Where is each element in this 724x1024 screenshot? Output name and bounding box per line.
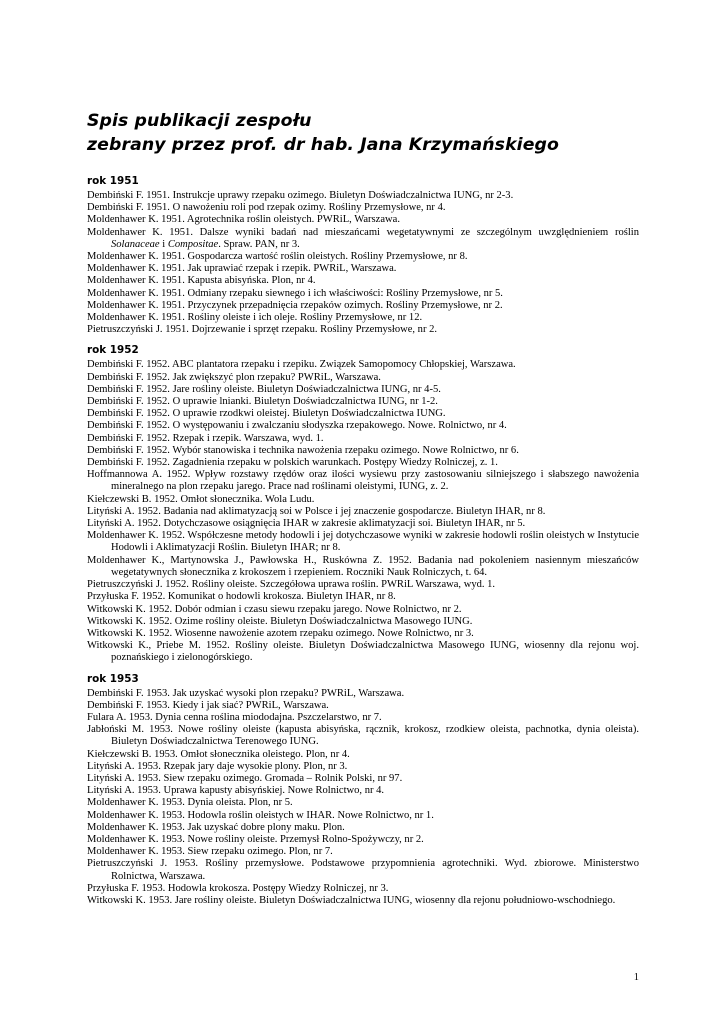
- title-line-2: zebrany przez prof. dr hab. Jana Krzymańskiego: [87, 135, 559, 155]
- publication-entry: Moldenhawer K. 1951. Agrotechnika roślin oleistych. PWRiL, Warszawa.: [87, 214, 400, 226]
- year-heading: rok 1953: [87, 672, 139, 685]
- publication-entry: Witkowski K. 1952. Ozime rośliny oleiste. Biuletyn Doświadczalnictwa Masowego IUNG.: [87, 615, 473, 627]
- publication-entry: Dembiński F. 1952. Jare rośliny oleiste. Biuletyn Doświadczalnictwa IUNG, nr 4-5.: [87, 383, 441, 395]
- publication-entry: Kiełczewski B. 1953. Omłot słonecznika oleistego. Plon, nr 4.: [87, 748, 350, 760]
- publication-entry: Fulara A. 1953. Dynia cenna roślina miododajna. Pszczelarstwo, nr 7.: [87, 711, 382, 723]
- publication-entry: Lityński A. 1952. Dotychczasowe osiągnięcia IHAR w zakresie aklimatyzacji soi. Biuletyn IHAR, nr 5.: [87, 518, 526, 530]
- year-heading: rok 1952: [87, 344, 139, 357]
- year-heading: rok 1951: [87, 175, 139, 187]
- publication-entry: Dembiński F. 1952. O uprawie lnianki. Biuletyn Doświadczalnictwa IUNG, nr 1-2.: [87, 396, 438, 408]
- publication-entry: Witkowski K. 1952. Wiosenne nawożenie azotem rzepaku ozimego. Nowe Rolnictwo, nr 3.: [87, 627, 474, 639]
- publication-entry: Moldenhawer K. 1951. Gospodarcza wartość roślin oleistych. Rośliny Przemysłowe, nr 8.: [87, 251, 468, 263]
- publication-entry: Witkowski K. 1953. Jare rośliny oleiste. Biuletyn Doświadczalnictwa IUNG, wiosenny dla rejonu południowo-wschodniego.: [87, 894, 616, 906]
- publication-entry: Witkowski K., Priebe M. 1952. Rośliny oleiste. Biuletyn Doświadczalnictwa Masowego IUNG, wiosenny dla rejonu woj. poznańskiego i zielonogórskiego.: [87, 640, 639, 664]
- publication-entry: Dembiński F. 1952. Wybór stanowiska i technika nawożenia rzepaku ozimego. Nowe Rolnictwo, nr 6.: [87, 444, 519, 456]
- publication-list: [87, 172, 639, 907]
- publication-entry: Dembiński F. 1952. Zagadnienia rzepaku w polskich warunkach. Postępy Wiedzy Rolniczej, z. 1.: [87, 457, 498, 469]
- publication-entry: Lityński A. 1953. Rzepak jary daje wysokie plony. Plon, nr 3.: [87, 760, 348, 772]
- publication-entry: Witkowski K. 1952. Dobór odmian i czasu siewu rzepaku jarego. Nowe Rolnictwo, nr 2.: [87, 603, 462, 615]
- publication-entry: Moldenhawer K. 1951. Rośliny oleiste i ich oleje. Rośliny Przemysłowe, nr 12.: [87, 312, 423, 324]
- publication-entry: Dembiński F. 1953. Kiedy i jak siać? PWRiL, Warszawa.: [87, 699, 329, 711]
- italic-term: Compositae: [167, 238, 219, 250]
- publication-entry: Moldenhawer K. 1951. Jak uprawiać rzepak i rzepik. PWRiL, Warszawa.: [87, 263, 397, 275]
- publication-entry: Jabłoński M. 1953. Nowe rośliny oleiste (kapusta abisyńska, rącznik, krokosz, rzodkiew oleista, pachnotka, dynia oleista). Biuletyn Doświadczalnictwa Terenowego IUNG.: [87, 724, 639, 748]
- publication-entry: Pietruszczyński J. 1953. Rośliny przemysłowe. Podstawowe przypomnienia agrotechniki. Wyd. zbiorowe. Ministerstwo Rolnictwa, Warszawa.: [87, 858, 639, 882]
- publication-entry: Dembiński F. 1952. O uprawie rzodkwi oleistej. Biuletyn Doświadczalnictwa IUNG.: [87, 408, 446, 420]
- publication-entry: Przyłuska F. 1952. Komunikat o hodowli krokosza. Biuletyn IHAR, nr 8.: [87, 591, 396, 603]
- publication-entry: Dembiński F. 1953. Jak uzyskać wysoki plon rzepaku? PWRiL, Warszawa.: [87, 687, 405, 699]
- publication-entry: Moldenhawer K. 1953. Hodowla roślin oleistych w IHAR. Nowe Rolnictwo, nr 1.: [87, 809, 434, 821]
- publication-entry: Pietruszczyński J. 1951. Dojrzewanie i sprzęt rzepaku. Rośliny Przemysłowe, nr 2.: [87, 324, 438, 336]
- year-section: [87, 343, 639, 664]
- publication-entry: Lityński A. 1952. Badania nad aklimatyzacją soi w Polsce i jej znaczenie gospodarcze. Biuletyn IHAR, nr 8.: [87, 505, 546, 517]
- publication-entry: Dembiński F. 1952. Rzepak i rzepik. Warszawa, wyd. 1.: [87, 432, 324, 444]
- publication-entry: Moldenhawer K. 1951. Kapusta abisyńska. Plon, nr 4.: [87, 275, 316, 287]
- publication-entry: Moldenhawer K. 1953. Nowe rośliny oleiste. Przemysł Rolno-Spożywczy, nr 2.: [87, 833, 424, 845]
- publication-entry: Moldenhawer K. 1953. Dynia oleista. Plon, nr 5.: [87, 797, 293, 809]
- publication-entry: Lityński A. 1953. Siew rzepaku ozimego. Gromada – Rolnik Polski, nr 97.: [87, 772, 403, 784]
- publication-entry: Przyłuska F. 1953. Hodowla krokosza. Postępy Wiedzy Rolniczej, nr 3.: [87, 882, 389, 894]
- publication-entry: Kiełczewski B. 1952. Omłot słonecznika. Wola Ludu.: [87, 493, 315, 505]
- year-section: [87, 672, 639, 908]
- year-section: [87, 174, 639, 336]
- publication-entry: Dembiński F. 1952. O występowaniu i zwalczaniu słodyszka rzepakowego. Nowe. Rolnictwo, nr 4.: [87, 420, 507, 432]
- publication-entry: Moldenhawer K. 1953. Siew rzepaku ozimego. Plon, nr 7.: [87, 846, 333, 858]
- publication-entry: Moldenhawer K. 1951. Odmiany rzepaku siewnego i ich właściwości: Rośliny Przemysłowe, nr 5.: [87, 287, 503, 299]
- title-line-1: Spis publikacji zespołu: [87, 111, 312, 131]
- publication-entry: Hoffmannowa A. 1952. Wpływ rozstawy rzędów oraz ilości wysiewu przy zastosowaniu silniejszego i słabszego nawożenia mineralnego na plon rzepaku jarego. Prace nad roślinami oleistymi, IUNG, z. 2.: [87, 469, 639, 493]
- page-number: 1: [633, 972, 639, 983]
- publication-entry: Dembiński F. 1952. ABC plantatora rzepaku i rzepiku. Związek Samopomocy Chłopskiej, Warszawa.: [87, 359, 516, 371]
- publication-entry: Moldenhawer K. 1951. Dalsze wyniki badań nad mieszańcami wegetatywnymi ze szczególnym uwzględnieniem roślin Solanaceae i Compositae. Spraw. PAN, nr 3.: [87, 226, 639, 250]
- publication-entry: Moldenhawer K., Martynowska J., Pawłowska H., Ruskówna Z. 1952. Badania nad pokoleniem nasiennym mieszańców wegetatywnych słonecznika z krokoszem i rzepieniem. Roczniki Nauk Rolniczych, t. 64.: [87, 554, 639, 578]
- italic-term: Solanaceae: [111, 238, 160, 250]
- publication-entry: Moldenhawer K. 1953. Jak uzyskać dobre plony maku. Plon.: [87, 821, 345, 833]
- publication-entry: Moldenhawer K. 1952. Współczesne metody hodowli i jej dotychczasowe wyniki w zakresie hodowli roślin oleistych w Instytucie Hodowli i Aklimatyzacji Roślin. Biuletyn IHAR; nr 8.: [87, 530, 639, 554]
- document-title: [87, 109, 647, 157]
- publication-entry: Lityński A. 1953. Uprawa kapusty abisyńskiej. Nowe Rolnictwo, nr 4.: [87, 785, 385, 797]
- publication-entry: Dembiński F. 1951. O nawożeniu roli pod rzepak ozimy. Rośliny Przemysłowe, nr 4.: [87, 202, 446, 214]
- publication-entry: Pietruszczyński J. 1952. Rośliny oleiste. Szczegółowa uprawa roślin. PWRiL Warszawa, wyd. 1.: [87, 579, 496, 591]
- publication-entry: Moldenhawer K. 1951. Przyczynek przepadnięcia rzepaków ozimych. Rośliny Przemysłowe, nr 2.: [87, 299, 503, 311]
- publication-entry: Dembiński F. 1951. Instrukcje uprawy rzepaku ozimego. Biuletyn Doświadczalnictwa IUNG, nr 2-3.: [87, 190, 514, 201]
- publication-entry: Dembiński F. 1952. Jak zwiększyć plon rzepaku? PWRiL, Warszawa.: [87, 371, 381, 383]
